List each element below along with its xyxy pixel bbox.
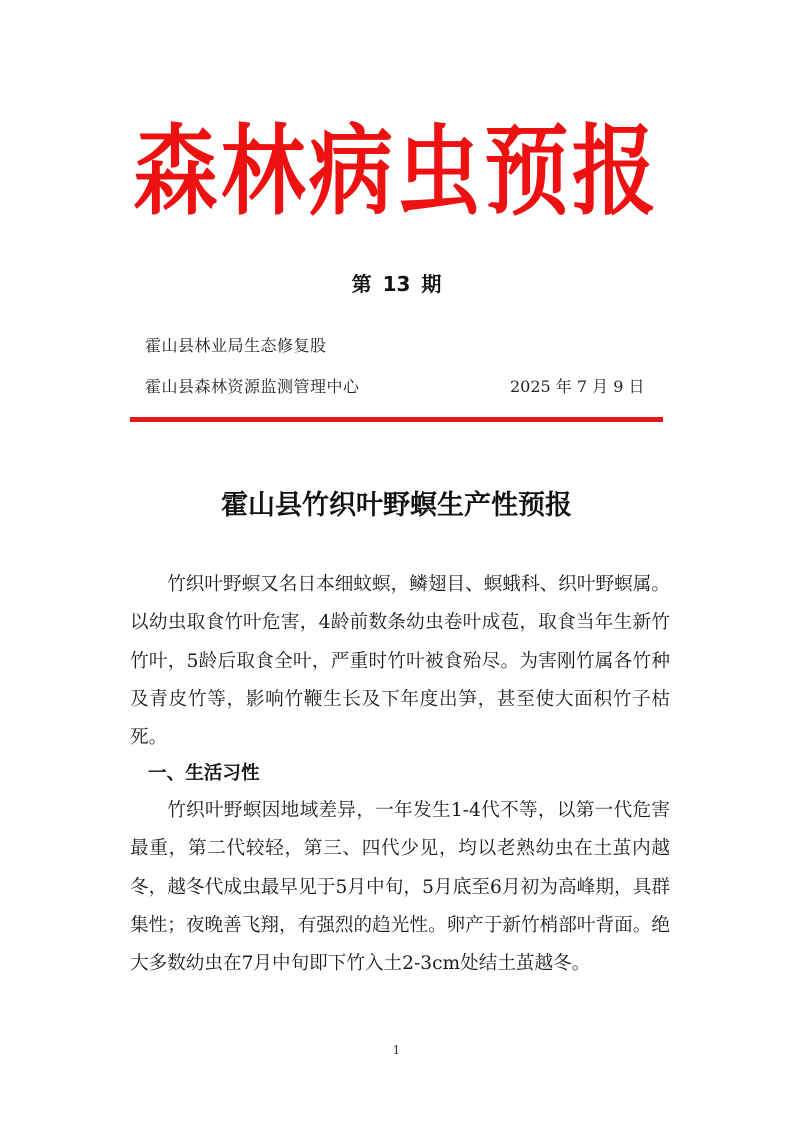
- page-number: 1: [392, 1043, 401, 1057]
- issue-date: 2025 年 7 月 9 日: [510, 377, 645, 396]
- masthead-title: 森林病虫预报: [133, 115, 660, 229]
- issuer-department: 霍山县林业局生态修复股: [145, 336, 327, 355]
- life-habits-paragraph: 竹织叶野螟因地域差异，一年发生1-4代不等，以第一代危害最重，第二代较轻，第三、四代少见，均以老熟幼虫在土茧内越冬，越冬代成虫最早见于5月中旬，5月底至6月初为高峰期，具群集性；夜晚善飞翔，有强烈的趋光性。卵产于新竹梢部叶背面。绝大多数幼虫在7月中旬即下竹入土2-3cm处结土茧越冬。: [130, 800, 670, 975]
- article-title: 霍山县竹织叶野螟生产性预报: [221, 490, 572, 521]
- section-heading-life-habits: 一、生活习性: [148, 763, 260, 784]
- issuer-center: 霍山县森林资源监测管理中心: [145, 377, 360, 396]
- red-divider-rule: [130, 417, 663, 422]
- issue-number: 第 13 期: [351, 272, 442, 296]
- intro-paragraph: 竹织叶野螟又名日本细蚊螟，鳞翅目、螟蛾科、织叶野螟属。以幼虫取食竹叶危害，4龄前数条幼虫卷叶成苞，取食当年生新竹竹叶，5龄后取食全叶，严重时竹叶被食殆尽。为害刚竹属各竹种及青皮竹等，影响竹鞭生长及下年度出笋，甚至使大面积竹子枯死。: [130, 574, 670, 749]
